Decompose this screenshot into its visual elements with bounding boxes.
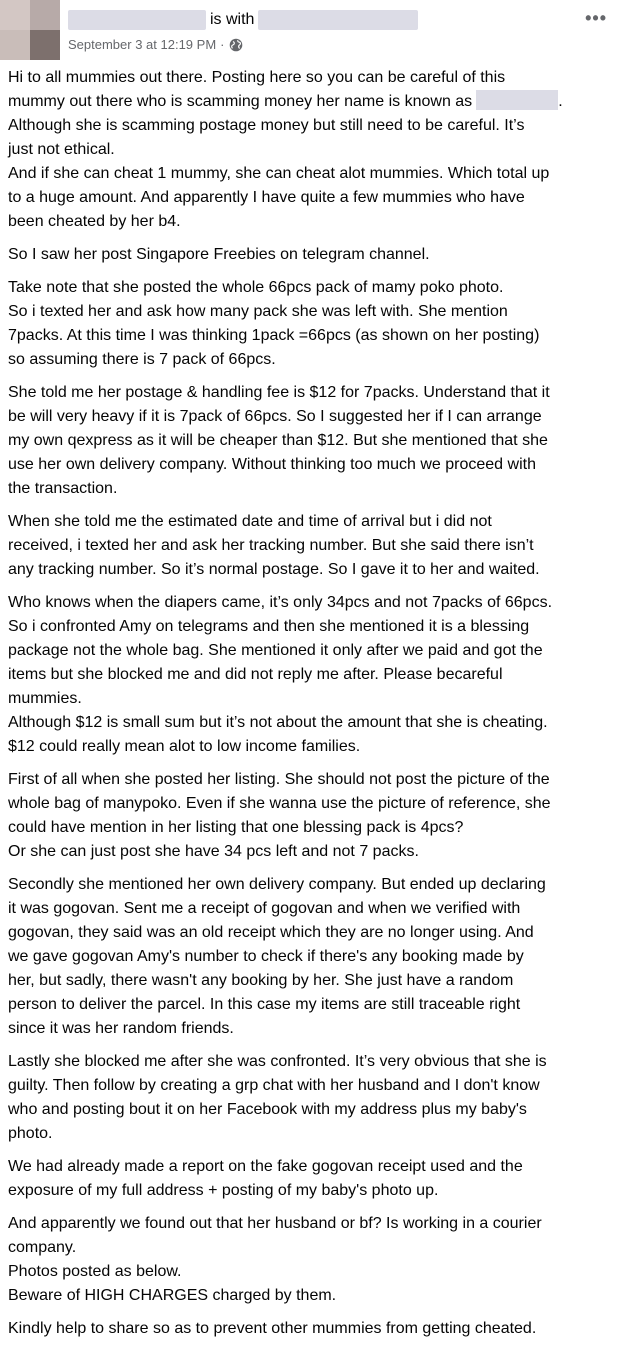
avatar-tile <box>30 0 60 30</box>
text-line: We had already made a report on the fake gogovan receipt used and the <box>8 1158 523 1175</box>
text-line: $12 could really mean alot to low income families. <box>8 738 361 755</box>
avatar-tile <box>0 30 30 60</box>
text-line: Photos posted as below. <box>8 1263 182 1280</box>
text-line: whole bag of manypoko. Even if she wanna use the picture of reference, she <box>8 795 551 812</box>
paragraph <box>8 66 608 234</box>
text-line: be will very heavy if it is 7pack of 66pcs. So I suggested her if I can arrange <box>8 408 542 425</box>
paragraph <box>8 1155 608 1203</box>
text-line: could have mention in her listing that one blessing pack is 4pcs? <box>8 819 464 836</box>
avatar-tile <box>30 30 60 60</box>
author-line <box>68 10 418 30</box>
text-line: Who knows when the diapers came, it’s only 34pcs and not 7packs of 66pcs. <box>8 594 553 611</box>
text-line: use her own delivery company. Without thinking too much we proceed with <box>8 456 536 473</box>
paragraph <box>8 276 608 372</box>
globe-icon <box>229 38 243 52</box>
text-line: When she told me the estimated date and time of arrival but i did not <box>8 513 492 530</box>
text-line: it was gogovan. Sent me a receipt of gogovan and when we verified with <box>8 900 521 917</box>
paragraph <box>8 510 608 582</box>
text-line: so assuming there is 7 pack of 66pcs. <box>8 351 276 368</box>
paragraph <box>8 591 608 759</box>
text-line: we gave gogovan Amy's number to check if there's any booking made by <box>8 948 524 965</box>
text-line: Kindly help to share so as to prevent other mummies from getting cheated. <box>8 1320 537 1337</box>
more-options-icon[interactable]: ••• <box>585 8 607 28</box>
text-line: photo. <box>8 1125 53 1142</box>
text-line: guilty. Then follow by creating a grp chat with her husband and I don't know <box>8 1077 540 1094</box>
text-line: Or she can just post she have 34 pcs left and not 7 packs. <box>8 843 419 860</box>
text-line: And apparently we found out that her husband or bf? Is working in a courier <box>8 1215 542 1232</box>
text-line: items but she blocked me and did not reply me after. Please becareful <box>8 666 503 683</box>
post-meta <box>68 37 243 52</box>
text-line: her, but sadly, there wasn't any booking by her. She just have a random <box>8 972 514 989</box>
text-line: And if she can cheat 1 mummy, she can cheat alot mummies. Which total up <box>8 165 550 182</box>
text-line: She told me her postage & handling fee is $12 for 7packs. Understand that it <box>8 384 550 401</box>
text-fragment: mummy out there who is scamming money her name is known as <box>8 93 473 110</box>
is-with-label: is with <box>210 11 255 28</box>
text-line: any tracking number. So it’s normal postage. So I gave it to her and waited. <box>8 561 540 578</box>
text-line: to a huge amount. And apparently I have quite a few mummies who have <box>8 189 525 206</box>
avatar[interactable] <box>0 0 60 60</box>
text-line: So I saw her post Singapore Freebies on telegram channel. <box>8 246 430 263</box>
text-line: package not the whole bag. She mentioned it only after we paid and got the <box>8 642 543 659</box>
text-line: Secondly she mentioned her own delivery company. But ended up declaring <box>8 876 546 893</box>
text-line: mummies. <box>8 690 82 707</box>
text-line: been cheated by her b4. <box>8 213 181 230</box>
text-line: First of all when she posted her listing. She should not post the picture of the <box>8 771 550 788</box>
text-line: the transaction. <box>8 480 118 497</box>
text-line: since it was her random friends. <box>8 1020 234 1037</box>
text-line: just not ethical. <box>8 141 115 158</box>
text-line: So i confronted Amy on telegrams and then she mentioned it is a blessing <box>8 618 530 635</box>
text-line: company. <box>8 1239 77 1256</box>
paragraph <box>8 243 608 267</box>
text-line: received, i texted her and ask her tracking number. But she said there isn’t <box>8 537 534 554</box>
avatar-tile <box>0 0 30 30</box>
redacted-tagged-name[interactable] <box>258 10 418 30</box>
text-line: person to deliver the parcel. In this case my items are still traceable right <box>8 996 521 1013</box>
text-line: exposure of my full address + posting of my baby's photo up. <box>8 1182 439 1199</box>
paragraph <box>8 381 608 501</box>
separator-dot: · <box>220 37 225 52</box>
paragraph <box>8 768 608 864</box>
paragraph <box>8 1212 608 1308</box>
post-body <box>8 66 608 1350</box>
text-line: gogovan, they said was an old receipt which they are no longer using. And <box>8 924 534 941</box>
text-line: Take note that she posted the whole 66pcs pack of mamy poko photo. <box>8 279 504 296</box>
text-line: Hi to all mummies out there. Posting here so you can be careful of this <box>8 69 506 86</box>
text-line: my own qexpress as it will be cheaper than $12. But she mentioned that she <box>8 432 548 449</box>
text-line: who and posting bout it on her Facebook with my address plus my baby's <box>8 1101 527 1118</box>
paragraph <box>8 873 608 1041</box>
text-line: Although $12 is small sum but it’s not about the amount that she is cheating. <box>8 714 548 731</box>
paragraph <box>8 1317 608 1341</box>
post-header <box>0 0 617 62</box>
paragraph <box>8 1050 608 1146</box>
text-line: 7packs. At this time I was thinking 1pack =66pcs (as shown on her posting) <box>8 327 540 344</box>
text-line: Although she is scamming postage money but still need to be careful. It’s <box>8 117 525 134</box>
redacted-author-name[interactable] <box>68 10 206 30</box>
text-line: mummy out there who is scamming money her name is known as . <box>8 90 608 114</box>
redacted-scammer-name <box>476 90 558 110</box>
timestamp[interactable]: September 3 at 12:19 PM <box>68 37 217 52</box>
text-line: So i texted her and ask how many pack she was left with. She mention <box>8 303 508 320</box>
text-line: Lastly she blocked me after she was confronted. It’s very obvious that she is <box>8 1053 547 1070</box>
text-line: Beware of HIGH CHARGES charged by them. <box>8 1287 337 1304</box>
